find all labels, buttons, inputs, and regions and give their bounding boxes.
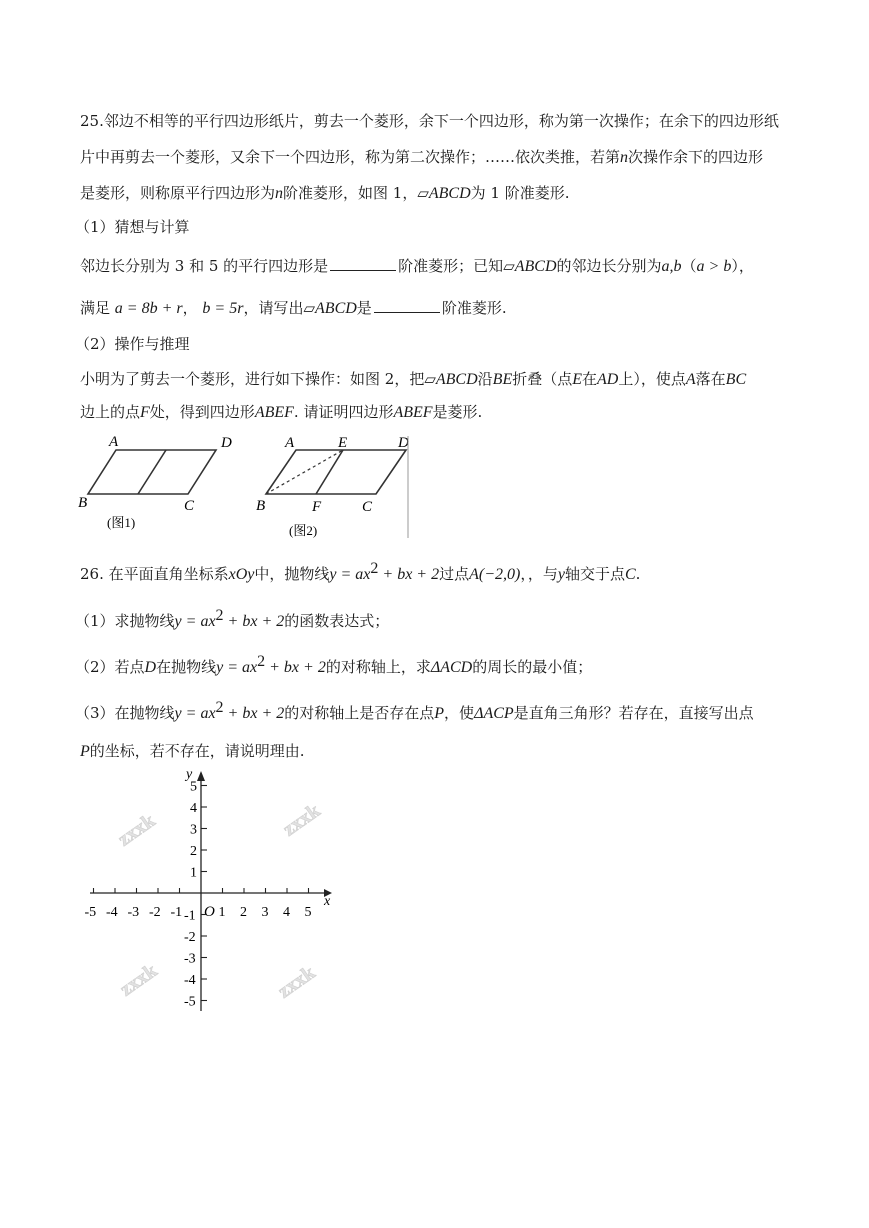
q25-p2-var-f: F [140, 404, 150, 421]
q26-p1-eq: y = ax [174, 613, 216, 630]
q25-p2-text-c: 沿 [477, 370, 493, 388]
q26-var-y: y [557, 566, 565, 583]
q25-p1-text-b: 阶准菱形；已知 [398, 257, 504, 275]
fig2-line-ef [316, 450, 343, 494]
q26-var-c: C [625, 566, 636, 583]
q25-p2-text-e: 折叠（点 [512, 370, 573, 388]
y-axis-label: y [186, 767, 193, 782]
q25-p2-text-a: 小明为了剪去一个菱形，进行如下操作：如图 2，把 [80, 370, 425, 388]
fig2-label-b: B [256, 498, 266, 514]
figure-2 [256, 435, 409, 538]
q25-var-n2: n [275, 185, 284, 202]
y-tick-label: 3 [190, 822, 197, 838]
q25-p1-text-2a: 满足 [80, 299, 111, 317]
q25-p1-paren-close: ）， [731, 257, 754, 275]
q25-part1-title-text: （1）猜想与计算 [75, 218, 190, 236]
q26-text-i: ，，与 [520, 565, 558, 583]
x-tick-label: -2 [149, 905, 161, 920]
x-tick-label: 3 [261, 905, 269, 920]
q26-eq-1: y = ax [329, 566, 371, 583]
q25-var-n: n [620, 149, 629, 166]
q25-part1-title [75, 216, 190, 238]
y-tick-label: -4 [184, 973, 196, 988]
q26-p2-text-a: （2）若点 [75, 658, 145, 676]
q25-p2-text-i: 上），使点 [618, 370, 686, 388]
y-tick-label: -2 [184, 930, 196, 945]
q26-p3-triangle: ΔACP [474, 705, 514, 722]
q25-p2-var-abef2: ABEF [393, 404, 433, 421]
q25-p2-text-2g: 是菱形. [432, 403, 483, 421]
q25-text-2b: 次操作余下的四边形 [628, 148, 764, 166]
q25-p2-text-2a: 边上的点 [80, 403, 141, 421]
answer-blank-2[interactable] [374, 298, 440, 313]
q26-p2-text-g: 的对称轴上，求 [325, 658, 431, 676]
q25-part1-line-1 [80, 255, 754, 278]
q25-p1-var-abcd: ABCD [514, 258, 557, 275]
fig1-label-a: A [109, 434, 119, 450]
fig2-label-f: F [312, 499, 322, 515]
watermark-text: zxxk [278, 799, 325, 841]
q25-p2-text-g: 在 [582, 370, 598, 388]
watermark-text: zxxk [115, 959, 162, 1001]
y-axis-arrow-icon [197, 771, 205, 781]
q26-p3-var-p: P [434, 705, 445, 722]
q26-p2-triangle: ΔACD [430, 659, 473, 676]
y-tick-label: 5 [190, 779, 197, 795]
q25-p2-var-ad: AD [597, 371, 619, 388]
q26-p2-var-d: D [144, 659, 157, 676]
y-tick-label: 4 [190, 801, 197, 816]
q25-part2-title [75, 333, 190, 355]
q25-text-3b: 阶准菱形，如图 1， [283, 184, 418, 202]
y-tick-label: -3 [184, 951, 196, 967]
q26-eq-1-rest: + bx + 2 [378, 566, 440, 583]
q25-p1-text-2g: 是 [356, 299, 372, 317]
x-tick-label: 1 [218, 905, 226, 920]
fig2-dashed-be [266, 450, 343, 494]
q25-text-3d: 为 1 阶准菱形. [470, 184, 570, 202]
fig2-label-d: D [398, 435, 409, 451]
q26-p3-text-k: 的坐标，若不存在，请说明理由. [89, 742, 305, 760]
tick-layer [85, 780, 312, 1010]
y-tick-label: 1 [190, 865, 197, 881]
fig2-caption: (图2) [289, 523, 318, 538]
q25-p1-var-ab: a,b [661, 258, 682, 275]
q25-p2-var-e: E [572, 371, 583, 388]
q26-p3-exp: 2 [215, 699, 224, 716]
x-tick-label: -3 [127, 905, 140, 920]
fig1-caption: (图1) [107, 515, 136, 530]
q26-p2-text-c: 在抛物线 [156, 658, 217, 676]
watermark-text: zxxk [113, 809, 160, 851]
q26-p2-eq-rest: + bx + 2 [265, 659, 326, 676]
parallelogram-icon: ▱ [424, 370, 436, 388]
q26-p3-text-i: 是直角三角形？若存在，直接写出点 [513, 704, 754, 722]
q26-p2-text-i: 的周长的最小值； [472, 658, 593, 676]
q25-part2-line-2 [80, 401, 482, 424]
q26-part3-line-1 [75, 697, 754, 725]
q25-p1-text-2h: 阶准菱形. [441, 299, 507, 317]
q25-p1-paren-open: （ [681, 257, 697, 275]
x-tick-label: -4 [106, 905, 118, 920]
q25-p2-var-be: BE [492, 371, 513, 388]
q26-point-a: A(−2,0) [469, 566, 521, 583]
q26-text-m: . [635, 565, 641, 583]
q26-part2 [75, 651, 592, 679]
q25-p2-text-k: 落在 [695, 370, 726, 388]
q25-p2-var-abcd: ABCD [435, 371, 478, 388]
fig2-label-e: E [338, 435, 348, 451]
x-tick-label: -5 [84, 905, 97, 920]
q26-part1 [75, 605, 389, 633]
q26-text-c: 中，抛物线 [254, 565, 330, 583]
q26-p1-eq-rest: + bx + 2 [223, 613, 285, 630]
x-tick-label: 2 [240, 905, 247, 920]
q25-p2-text-2e: . 请证明四边形 [293, 403, 394, 421]
q25-p1-comma: ， [182, 299, 198, 317]
q26-p3-text-a: （3）在抛物线 [75, 704, 175, 722]
fig1-label-c: C [184, 498, 195, 514]
q26-eq-1-exp: 2 [370, 560, 379, 577]
q26-part3-line-2 [80, 740, 305, 763]
y-tick-label: 2 [190, 844, 197, 859]
q26-var-xoy: xOy [228, 566, 255, 583]
q25-p1-text-d: 的邻边长分别为 [556, 257, 662, 275]
q26-p3-eq-rest: + bx + 2 [223, 705, 285, 722]
q25-part1-line-2 [80, 297, 507, 320]
figure-1 [78, 434, 232, 530]
q25-p1-eq-a: a = 8b + r [114, 300, 183, 317]
y-tick-label: -5 [184, 994, 196, 1010]
q26-p1-text-a: （1）求抛物线 [75, 612, 175, 630]
q25-p1-ineq: a > b [696, 258, 732, 275]
q25-line-2 [80, 146, 763, 169]
q26-p2-eq: y = ax [216, 659, 258, 676]
fig1-divider [138, 450, 166, 494]
q25-line-1 [80, 110, 779, 132]
q26-text-a: 26. 在平面直角坐标系 [80, 565, 229, 583]
q26-p3-text-g: ，使 [444, 704, 475, 722]
answer-blank-1[interactable] [330, 256, 396, 271]
q25-p1-var-abcd2: ABCD [315, 300, 357, 317]
q26-p3-var-p2: P [80, 743, 90, 760]
q25-part2-line-1 [80, 368, 746, 391]
origin-label: O [204, 904, 215, 920]
fig2-label-c: C [362, 499, 373, 515]
q25-p2-text-2c: 处，得到四边形 [149, 403, 255, 421]
q25-text-1: 25.邻边不相等的平行四边形纸片，剪去一个菱形，余下一个四边形，称为第一次操作；在余下的四边形纸 [80, 112, 779, 130]
fig1-label-b: B [78, 495, 88, 511]
q26-p1-exp: 2 [215, 607, 224, 624]
q26-text-g: 过点 [439, 565, 470, 583]
watermark-layer [114, 799, 325, 1002]
q26-line-1 [80, 558, 640, 586]
q25-p1-text-a: 邻边长分别为 3 和 5 的平行四边形是 [80, 257, 329, 275]
parallelogram-icon: ▱ [503, 257, 515, 275]
q25-part2-title-text: （2）操作与推理 [75, 335, 190, 353]
parallelogram-icon: ▱ [303, 299, 316, 317]
fig2-parallelogram [266, 450, 406, 494]
q26-p2-exp: 2 [257, 653, 266, 670]
q26-text-k: 轴交于点 [564, 565, 625, 583]
q25-var-abcd: ABCD [428, 185, 471, 202]
q25-p1-eq-b: b = 5r [202, 300, 244, 317]
q25-p2-var-abef: ABEF [254, 404, 294, 421]
coordinate-plane [80, 765, 350, 1025]
y-tick-label: -1 [184, 908, 196, 924]
fig2-label-a: A [285, 435, 295, 451]
q25-text-2a: 片中再剪去一个菱形，又余下一个四边形，称为第二次操作；……依次类推，若第 [80, 148, 621, 166]
q25-text-3a: 是菱形，则称原平行四边形为 [80, 184, 276, 202]
q26-p3-eq: y = ax [174, 705, 216, 722]
x-tick-label: 4 [283, 905, 290, 920]
x-tick-label: 5 [304, 905, 312, 920]
x-axis-label: x [324, 894, 331, 909]
x-tick-label: -1 [170, 905, 183, 920]
q25-p1-text-2e: ，请写出 [243, 299, 304, 317]
q25-figures [70, 430, 420, 545]
q26-p1-text-e: 的函数表达式； [284, 612, 390, 630]
watermark-text: zxxk [273, 961, 320, 1003]
q25-line-3 [80, 182, 570, 205]
fig1-label-d: D [221, 435, 232, 451]
parallelogram-icon: ▱ [417, 184, 429, 202]
q25-p2-var-bc: BC [725, 371, 747, 388]
q26-p3-text-e: 的对称轴上是否存在点 [284, 704, 435, 722]
q25-p2-var-a: A [685, 371, 696, 388]
